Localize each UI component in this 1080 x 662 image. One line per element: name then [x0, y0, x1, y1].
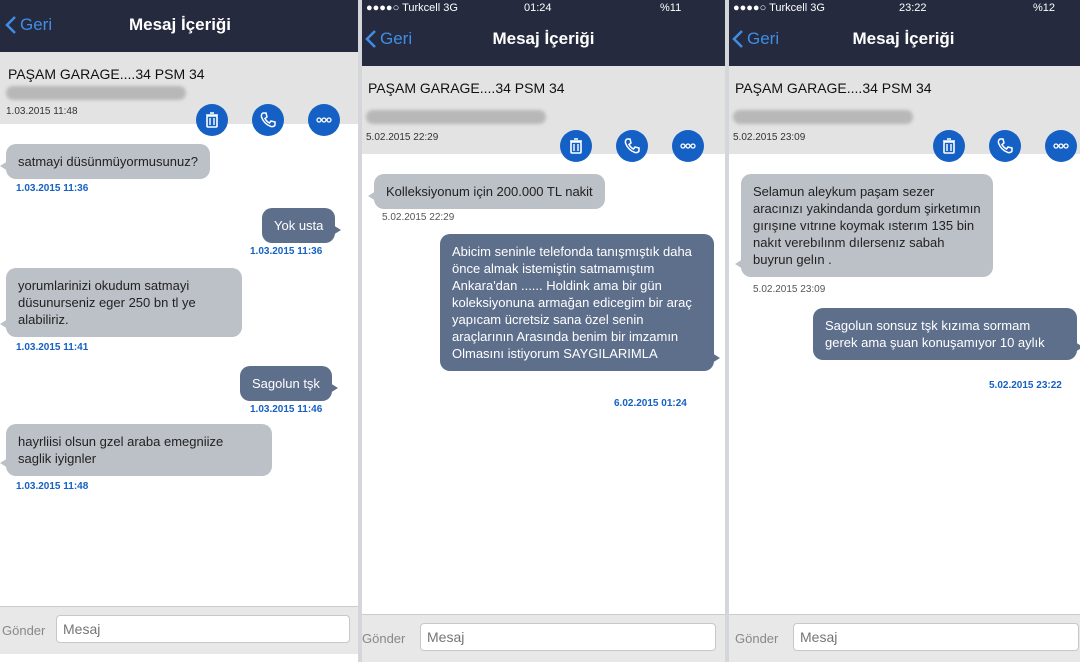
message-bubble: hayrliisi olsun gzel araba emegniize saglik iyignler	[6, 424, 272, 476]
message-time: 5.02.2015 23:09	[753, 284, 826, 295]
compose-bar	[0, 606, 360, 654]
call-button[interactable]	[616, 130, 648, 162]
carrier-label: ●●●●○ Turkcell 3G	[733, 2, 825, 14]
clock-label: 23:22	[899, 2, 927, 14]
action-buttons	[933, 130, 1077, 162]
phone-icon	[996, 137, 1014, 155]
delete-button[interactable]	[196, 104, 228, 136]
message-time: 1.03.2015 11:41	[16, 342, 89, 353]
redacted-number	[733, 110, 913, 124]
trash-icon	[567, 137, 585, 155]
action-buttons	[560, 130, 704, 162]
more-icon	[1052, 137, 1070, 155]
contact-name: PAŞAM GARAGE....34 PSM 34	[8, 66, 205, 82]
call-button[interactable]	[252, 104, 284, 136]
message-bubble: yorumlarinizi okudum satmayi düsunurseniz eger 250 bn tl ye alabiliriz.	[6, 268, 242, 337]
battery-label: %11	[660, 2, 682, 14]
phone-icon	[259, 111, 277, 129]
nav-bar	[727, 16, 1080, 66]
status-bar	[727, 0, 1080, 16]
contact-header	[727, 66, 1080, 154]
message-bubble: Selamun aleykum paşam sezer aracınızı yakindanda gordum şirketımın gırışıne vıtrıne koymak ısterım 135 bin nakıt verebılınm dılersenız sabah buyrun gelın .	[741, 174, 993, 277]
action-buttons	[196, 104, 340, 136]
conversation-panel-1	[0, 0, 360, 662]
message-time: 5.02.2015 22:29	[382, 212, 455, 223]
more-icon	[315, 111, 333, 129]
redacted-number	[6, 86, 186, 100]
compose-bar	[727, 614, 1080, 662]
battery-label: %12	[1033, 2, 1056, 14]
delete-button[interactable]	[933, 130, 965, 162]
contact-time: 5.02.2015 22:29	[366, 132, 439, 143]
page-title: Mesaj İçeriği	[492, 29, 595, 48]
more-button[interactable]	[1045, 130, 1077, 162]
contact-time: 1.03.2015 11:48	[6, 106, 78, 117]
nav-bar	[0, 2, 360, 52]
message-input[interactable]	[793, 623, 1079, 651]
send-button[interactable]: Gönder	[735, 631, 779, 646]
trash-icon	[940, 137, 958, 155]
more-button[interactable]	[308, 104, 340, 136]
trash-icon	[203, 111, 221, 129]
message-time: 1.03.2015 11:46	[250, 404, 323, 415]
message-bubble: Yok usta	[262, 208, 335, 243]
contact-name: PAŞAM GARAGE....34 PSM 34	[368, 80, 565, 96]
compose-bar	[360, 614, 727, 662]
panel-divider	[358, 0, 362, 662]
message-bubble: Sagolun tşk	[240, 366, 332, 401]
redacted-number	[366, 110, 546, 124]
phone-icon	[623, 137, 641, 155]
message-time: 1.03.2015 11:48	[16, 481, 89, 492]
more-button[interactable]	[672, 130, 704, 162]
more-icon	[679, 137, 697, 155]
message-input[interactable]	[420, 623, 716, 651]
call-button[interactable]	[989, 130, 1021, 162]
contact-name: PAŞAM GARAGE....34 PSM 34	[735, 80, 932, 96]
clock-label: 01:24	[524, 2, 552, 14]
message-time: 1.03.2015 11:36	[250, 246, 323, 257]
contact-header	[0, 52, 360, 124]
send-button[interactable]: Gönder	[362, 631, 406, 646]
message-time: 1.03.2015 11:36	[16, 183, 89, 194]
message-time: 5.02.2015 23:22	[989, 380, 1062, 391]
back-label: Geri	[747, 29, 780, 48]
message-bubble: satmayi düsünmüyormusunuz?	[6, 144, 210, 179]
status-bar	[360, 0, 727, 16]
contact-time: 5.02.2015 23:09	[733, 132, 806, 143]
back-label: Geri	[20, 15, 53, 34]
delete-button[interactable]	[560, 130, 592, 162]
send-button[interactable]: Gönder	[2, 623, 46, 638]
conversation-panel-2	[360, 0, 727, 662]
message-bubble: Abicim seninle telefonda tanışmıştık daha önce almak istemiştin satmamıştım Ankara'dan ...... Holdink ama bir gün koleksiyonuna armağan edicegim bir araç yapıcam ücretsiz sana özel senin araçlarının Arasında benim bir imzamın Olmasını istiyorum SAYGILARIMLA	[440, 234, 714, 371]
back-label: Geri	[380, 29, 413, 48]
contact-header	[360, 66, 727, 154]
nav-bar	[360, 16, 727, 66]
message-bubble: Kolleksiyonum için 200.000 TL nakit	[374, 174, 605, 209]
message-time: 6.02.2015 01:24	[614, 398, 687, 409]
message-input[interactable]	[56, 615, 350, 643]
panel-divider	[725, 0, 729, 662]
page-title: Mesaj İçeriği	[852, 29, 955, 48]
message-bubble: Sagolun sonsuz tşk kızıma sormam gerek ama şuan konuşamıyor 10 aylık	[813, 308, 1077, 360]
page-title: Mesaj İçeriği	[128, 15, 232, 34]
carrier-label: ●●●●○ Turkcell 3G	[366, 2, 458, 14]
conversation-panel-3	[727, 0, 1080, 662]
